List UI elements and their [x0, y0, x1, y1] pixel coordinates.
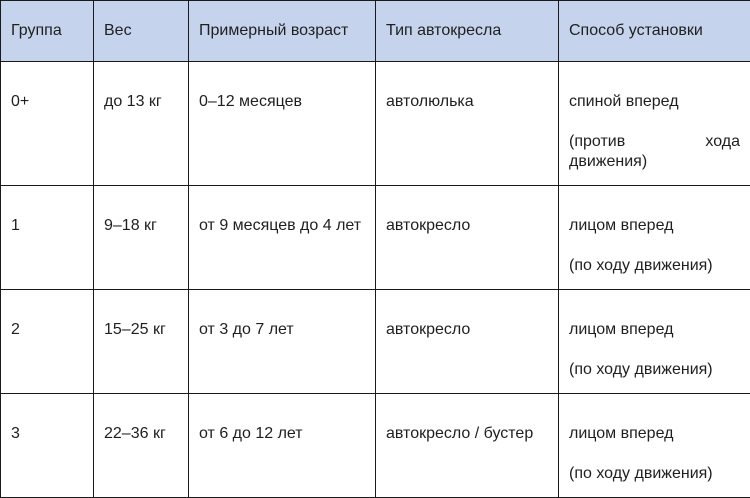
- cell-install-method: [559, 394, 750, 498]
- cell-seat-type: автокресло / бустер: [376, 394, 559, 498]
- cell-install-method: [559, 186, 750, 290]
- header-group: Группа: [1, 1, 94, 62]
- header-weight: Вес: [94, 1, 189, 62]
- header-seat-type: Тип автокресла: [376, 1, 559, 62]
- cell-install-method: [559, 290, 750, 394]
- cell-seat-type: автокресло: [376, 290, 559, 394]
- install-direction: лицом вперед: [569, 424, 750, 444]
- table-row: [1, 186, 750, 290]
- install-direction: лицом вперед: [569, 320, 750, 340]
- cell-seat-type: автокресло: [376, 186, 559, 290]
- cell-group: 1: [1, 186, 94, 290]
- cell-weight: до 13 кг: [94, 62, 189, 186]
- cell-age: от 6 до 12 лет: [189, 394, 376, 498]
- install-note: (по ходу движения): [569, 256, 750, 276]
- cell-weight: 9–18 кг: [94, 186, 189, 290]
- cell-age: от 9 месяцев до 4 лет: [189, 186, 376, 290]
- cell-age: 0–12 месяцев: [189, 62, 376, 186]
- table-row: [1, 290, 750, 394]
- header-install-method: Способ установки: [559, 1, 750, 62]
- table-row: [1, 394, 750, 498]
- cell-weight: 22–36 кг: [94, 394, 189, 498]
- install-direction: спиной вперед: [569, 92, 750, 112]
- cell-group: 2: [1, 290, 94, 394]
- header-age: Примерный возраст: [189, 1, 376, 62]
- cell-seat-type: автолюлька: [376, 62, 559, 186]
- cell-age: от 3 до 7 лет: [189, 290, 376, 394]
- cell-install-method: [559, 62, 750, 186]
- cell-group: 3: [1, 394, 94, 498]
- cell-weight: 15–25 кг: [94, 290, 189, 394]
- table-row: [1, 62, 750, 186]
- cell-group: 0+: [1, 62, 94, 186]
- install-note: (по ходу движения): [569, 360, 750, 380]
- table-header-row: [1, 1, 750, 62]
- install-direction: лицом вперед: [569, 216, 750, 236]
- install-note: (по ходу движения): [569, 464, 750, 484]
- install-note: (против хода движения): [569, 132, 750, 172]
